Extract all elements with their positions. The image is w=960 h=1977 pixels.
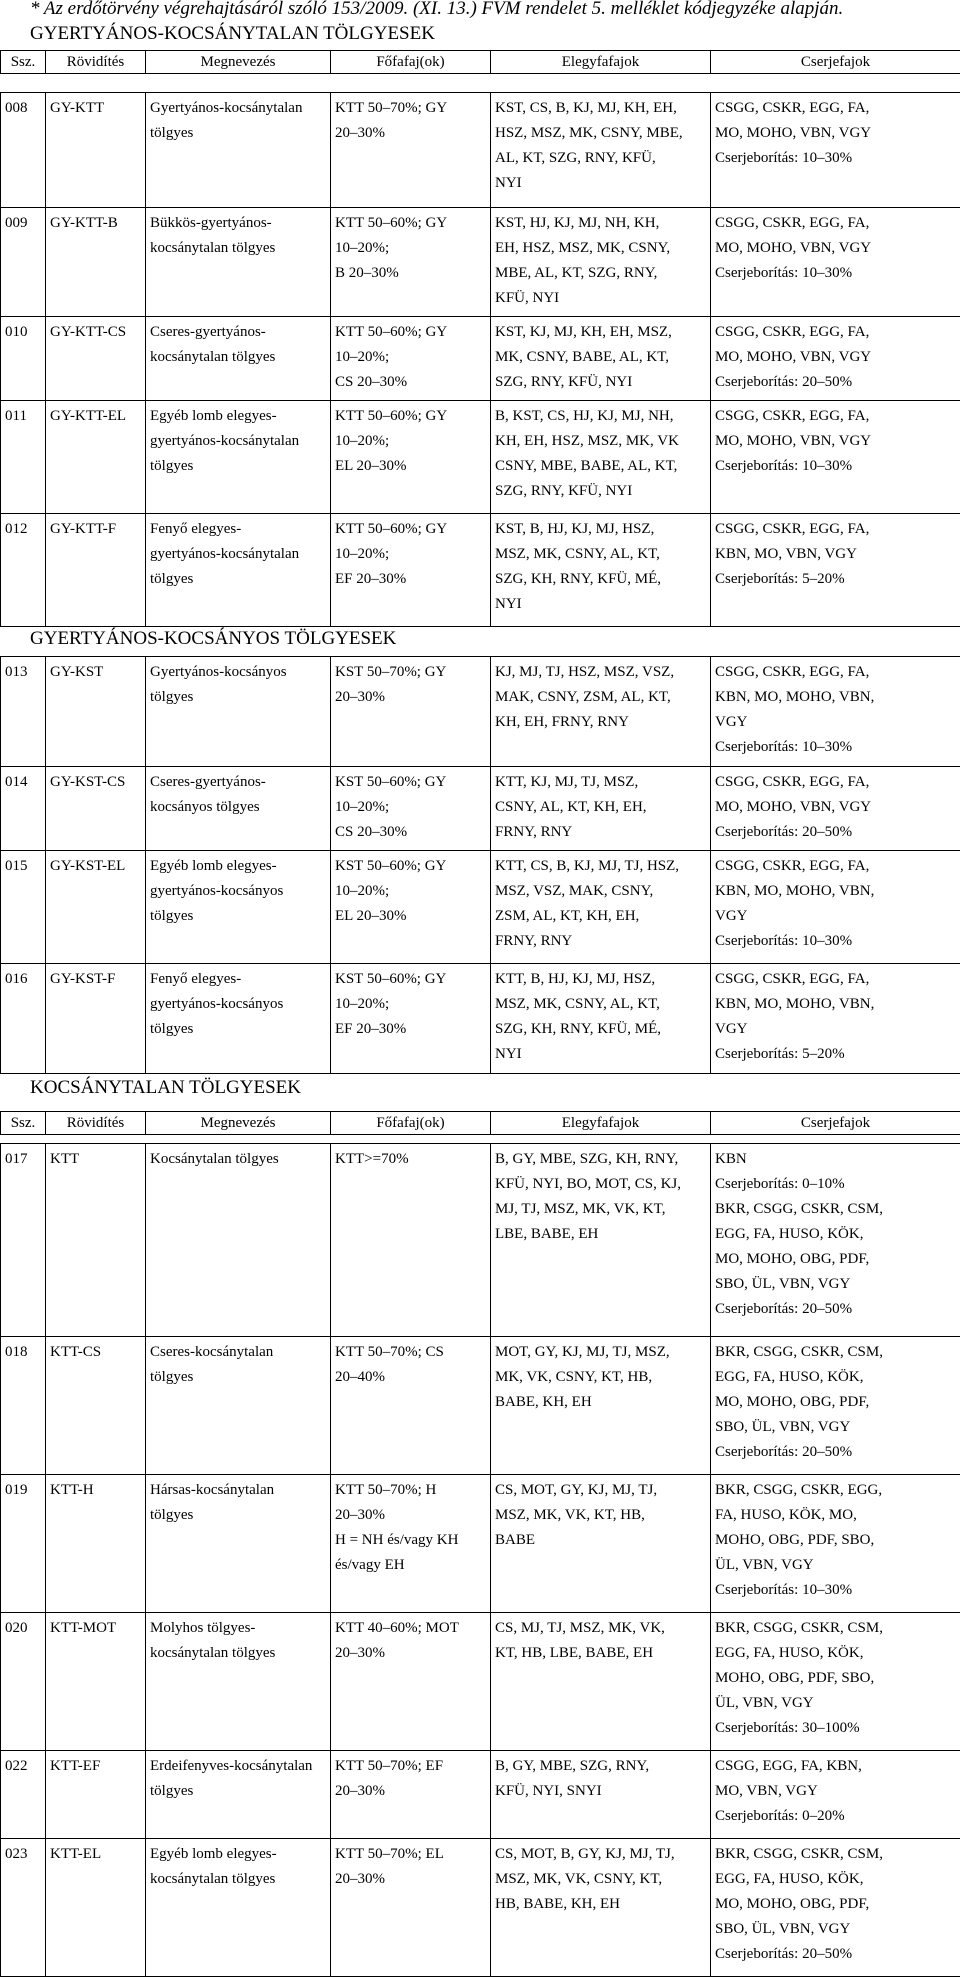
row-megnevezes: Gyertyános-kocsányos tölgyes [146, 657, 331, 767]
header-ssz: Ssz. [1, 1112, 46, 1135]
table-row [1, 401, 960, 514]
row-ssz: 019 [1, 1475, 46, 1613]
row-elegyfafajok: B, GY, MBE, SZG, KH, RNY, KFÜ, NYI, BO, MOT, CS, KJ, MJ, TJ, MSZ, MK, VK, KT, LBE, BABE, EH [491, 1144, 711, 1337]
row-cserjefajok: BKR, CSGG, CSKR, CSM, EGG, FA, HUSO, KÖK, MOHO, OBG, PDF, SBO, ÜL, VBN, VGY Cserjeborítás: 30–100% [711, 1613, 960, 1751]
header-cserjefajok: Cserjefajok [711, 51, 960, 74]
row-fofafaj: KST 50–70%; GY 20–30% [331, 657, 491, 767]
table-row [1, 1613, 960, 1751]
table-header [0, 1111, 960, 1135]
row-fofafaj: KTT 50–70%; EF 20–30% [331, 1751, 491, 1839]
row-rovidites: KTT-CS [46, 1337, 146, 1475]
row-ssz: 008 [1, 93, 46, 208]
row-megnevezes: Erdeifenyves-kocsánytalan tölgyes [146, 1751, 331, 1839]
table-row [1, 964, 960, 1074]
row-elegyfafajok: CS, MJ, TJ, MSZ, MK, VK, KT, HB, LBE, BABE, EH [491, 1613, 711, 1751]
row-megnevezes: Cseres-kocsánytalan tölgyes [146, 1337, 331, 1475]
row-elegyfafajok: KTT, CS, B, KJ, MJ, TJ, HSZ, MSZ, VSZ, MAK, CSNY, ZSM, AL, KT, KH, EH, FRNY, RNY [491, 851, 711, 964]
row-megnevezes: Egyéb lomb elegyes- kocsánytalan tölgyes [146, 1839, 331, 1977]
row-fofafaj: KST 50–60%; GY 10–20%; EL 20–30% [331, 851, 491, 964]
row-rovidites: GY-KST-F [46, 964, 146, 1074]
row-megnevezes: Cseres-gyertyános- kocsánytalan tölgyes [146, 317, 331, 401]
row-megnevezes: Hársas-kocsánytalan tölgyes [146, 1475, 331, 1613]
row-megnevezes: Fenyő elegyes- gyertyános-kocsányos tölgyes [146, 964, 331, 1074]
row-fofafaj: KTT 40–60%; MOT 20–30% [331, 1613, 491, 1751]
row-elegyfafajok: KST, KJ, MJ, KH, EH, MSZ, MK, CSNY, BABE, AL, KT, SZG, RNY, KFÜ, NYI [491, 317, 711, 401]
row-rovidites: GY-KTT-CS [46, 317, 146, 401]
section-title: KOCSÁNYTALAN TÖLGYESEK [30, 1076, 301, 1100]
header-cserjefajok: Cserjefajok [711, 1112, 960, 1135]
table-row [1, 1475, 960, 1613]
row-fofafaj: KTT 50–60%; GY 10–20%; EF 20–30% [331, 514, 491, 627]
row-fofafaj: KTT 50–70%; GY 20–30% [331, 93, 491, 208]
row-rovidites: GY-KTT-B [46, 208, 146, 317]
table-row [1, 1144, 960, 1337]
header-elegyfafajok: Elegyfafajok [491, 51, 711, 74]
row-megnevezes: Gyertyános-kocsánytalan tölgyes [146, 93, 331, 208]
row-ssz: 022 [1, 1751, 46, 1839]
row-ssz: 011 [1, 401, 46, 514]
row-cserjefajok: CSGG, CSKR, EGG, FA, MO, MOHO, VBN, VGY Cserjeborítás: 10–30% [711, 208, 960, 317]
section-table [0, 656, 960, 1074]
row-cserjefajok: CSGG, CSKR, EGG, FA, MO, MOHO, VBN, VGY Cserjeborítás: 10–30% [711, 401, 960, 514]
row-megnevezes: Egyéb lomb elegyes- gyertyános-kocsányos tölgyes [146, 851, 331, 964]
row-elegyfafajok: KST, CS, B, KJ, MJ, KH, EH, HSZ, MSZ, MK, CSNY, MBE, AL, KT, SZG, RNY, KFÜ, NYI [491, 93, 711, 208]
row-elegyfafajok: CS, MOT, B, GY, KJ, MJ, TJ, MSZ, MK, VK, CSNY, KT, HB, BABE, KH, EH [491, 1839, 711, 1977]
table-row [1, 208, 960, 317]
section-title: GYERTYÁNOS-KOCSÁNYOS TÖLGYESEK [30, 627, 396, 651]
row-ssz: 009 [1, 208, 46, 317]
row-elegyfafajok: KST, HJ, KJ, MJ, NH, KH, EH, HSZ, MSZ, MK, CSNY, MBE, AL, KT, SZG, RNY, KFÜ, NYI [491, 208, 711, 317]
row-elegyfafajok: B, KST, CS, HJ, KJ, MJ, NH, KH, EH, HSZ, MSZ, MK, VK CSNY, MBE, BABE, AL, KT, SZG, RNY, KFÜ, NYI [491, 401, 711, 514]
row-megnevezes: Kocsánytalan tölgyes [146, 1144, 331, 1337]
row-fofafaj: KTT 50–70%; CS 20–40% [331, 1337, 491, 1475]
row-cserjefajok: CSGG, CSKR, EGG, FA, MO, MOHO, VBN, VGY Cserjeborítás: 10–30% [711, 93, 960, 208]
row-cserjefajok: CSGG, CSKR, EGG, FA, MO, MOHO, VBN, VGY Cserjeborítás: 20–50% [711, 767, 960, 851]
row-rovidites: GY-KTT-F [46, 514, 146, 627]
row-ssz: 013 [1, 657, 46, 767]
row-rovidites: KTT-EL [46, 1839, 146, 1977]
row-fofafaj: KTT 50–70%; EL 20–30% [331, 1839, 491, 1977]
footnote: * Az erdőtörvény végrehajtásáról szóló 153/2009. (XI. 13.) FVM rendelet 5. melléklet kódjegyzéke alapján. [30, 0, 843, 21]
row-ssz: 015 [1, 851, 46, 964]
table-row [1, 1337, 960, 1475]
row-rovidites: GY-KST-CS [46, 767, 146, 851]
row-fofafaj: KTT 50–60%; GY 10–20%; EL 20–30% [331, 401, 491, 514]
header-fofafaj: Főfafaj(ok) [331, 1112, 491, 1135]
row-rovidites: KTT-H [46, 1475, 146, 1613]
row-megnevezes: Molyhos tölgyes- kocsánytalan tölgyes [146, 1613, 331, 1751]
row-fofafaj: KTT>=70% [331, 1144, 491, 1337]
header-elegyfafajok: Elegyfafajok [491, 1112, 711, 1135]
row-cserjefajok: CSGG, CSKR, EGG, FA, KBN, MO, VBN, VGY Cserjeborítás: 5–20% [711, 514, 960, 627]
table-row [1, 657, 960, 767]
header-fofafaj: Főfafaj(ok) [331, 51, 491, 74]
header-rovidites: Rövidítés [46, 1112, 146, 1135]
row-ssz: 017 [1, 1144, 46, 1337]
header-rovidites: Rövidítés [46, 51, 146, 74]
row-cserjefajok: KBN Cserjeborítás: 0–10% BKR, CSGG, CSKR, CSM, EGG, FA, HUSO, KÖK, MO, MOHO, OBG, PDF, SBO, ÜL, VBN, VGY Cserjeborítás: 20–50% [711, 1144, 960, 1337]
row-ssz: 014 [1, 767, 46, 851]
table-row [1, 93, 960, 208]
row-cserjefajok: BKR, CSGG, CSKR, EGG, FA, HUSO, KÖK, MO, MOHO, OBG, PDF, SBO, ÜL, VBN, VGY Cserjeborítás: 10–30% [711, 1475, 960, 1613]
section-table [0, 92, 960, 627]
row-ssz: 023 [1, 1839, 46, 1977]
row-cserjefajok: CSGG, CSKR, EGG, FA, KBN, MO, MOHO, VBN, VGY Cserjeborítás: 10–30% [711, 851, 960, 964]
row-elegyfafajok: KST, B, HJ, KJ, MJ, HSZ, MSZ, MK, CSNY, AL, KT, SZG, KH, RNY, KFÜ, MÉ, NYI [491, 514, 711, 627]
header-ssz: Ssz. [1, 51, 46, 74]
row-rovidites: GY-KTT-EL [46, 401, 146, 514]
row-elegyfafajok: KJ, MJ, TJ, HSZ, MSZ, VSZ, MAK, CSNY, ZSM, AL, KT, KH, EH, FRNY, RNY [491, 657, 711, 767]
row-elegyfafajok: KTT, KJ, MJ, TJ, MSZ, CSNY, AL, KT, KH, EH, FRNY, RNY [491, 767, 711, 851]
row-fofafaj: KTT 50–60%; GY 10–20%; B 20–30% [331, 208, 491, 317]
row-elegyfafajok: MOT, GY, KJ, MJ, TJ, MSZ, MK, VK, CSNY, KT, HB, BABE, KH, EH [491, 1337, 711, 1475]
row-fofafaj: KST 50–60%; GY 10–20%; CS 20–30% [331, 767, 491, 851]
row-rovidites: KTT-MOT [46, 1613, 146, 1751]
table-row [1, 514, 960, 627]
row-cserjefajok: CSGG, CSKR, EGG, FA, MO, MOHO, VBN, VGY Cserjeborítás: 20–50% [711, 317, 960, 401]
row-rovidites: GY-KST [46, 657, 146, 767]
row-rovidites: GY-KTT [46, 93, 146, 208]
row-fofafaj: KST 50–60%; GY 10–20%; EF 20–30% [331, 964, 491, 1074]
row-ssz: 012 [1, 514, 46, 627]
row-elegyfafajok: CS, MOT, GY, KJ, MJ, TJ, MSZ, MK, VK, KT, HB, BABE [491, 1475, 711, 1613]
row-cserjefajok: CSGG, CSKR, EGG, FA, KBN, MO, MOHO, VBN, VGY Cserjeborítás: 5–20% [711, 964, 960, 1074]
header-megnevezes: Megnevezés [146, 51, 331, 74]
row-ssz: 020 [1, 1613, 46, 1751]
row-rovidites: KTT [46, 1144, 146, 1337]
row-elegyfafajok: KTT, B, HJ, KJ, MJ, HSZ, MSZ, MK, CSNY, AL, KT, SZG, KH, RNY, KFÜ, MÉ, NYI [491, 964, 711, 1074]
row-cserjefajok: BKR, CSGG, CSKR, CSM, EGG, FA, HUSO, KÖK, MO, MOHO, OBG, PDF, SBO, ÜL, VBN, VGY Cserjeborítás: 20–50% [711, 1337, 960, 1475]
table-header [0, 50, 960, 74]
table-row [1, 1839, 960, 1977]
row-cserjefajok: CSGG, EGG, FA, KBN, MO, VBN, VGY Cserjeborítás: 0–20% [711, 1751, 960, 1839]
row-ssz: 016 [1, 964, 46, 1074]
row-ssz: 010 [1, 317, 46, 401]
table-row [1, 851, 960, 964]
header-megnevezes: Megnevezés [146, 1112, 331, 1135]
section-title: GYERTYÁNOS-KOCSÁNYTALAN TÖLGYESEK [30, 22, 435, 46]
section-table [0, 1143, 960, 1977]
row-fofafaj: KTT 50–70%; H 20–30% H = NH és/vagy KH és/vagy EH [331, 1475, 491, 1613]
row-rovidites: KTT-EF [46, 1751, 146, 1839]
row-elegyfafajok: B, GY, MBE, SZG, RNY, KFÜ, NYI, SNYI [491, 1751, 711, 1839]
row-rovidites: GY-KST-EL [46, 851, 146, 964]
table-row [1, 767, 960, 851]
row-megnevezes: Egyéb lomb elegyes- gyertyános-kocsánytalan tölgyes [146, 401, 331, 514]
table-row [1, 317, 960, 401]
row-megnevezes: Bükkös-gyertyános- kocsánytalan tölgyes [146, 208, 331, 317]
row-cserjefajok: BKR, CSGG, CSKR, CSM, EGG, FA, HUSO, KÖK, MO, MOHO, OBG, PDF, SBO, ÜL, VBN, VGY Cserjeborítás: 20–50% [711, 1839, 960, 1977]
row-megnevezes: Fenyő elegyes- gyertyános-kocsánytalan tölgyes [146, 514, 331, 627]
row-ssz: 018 [1, 1337, 46, 1475]
row-megnevezes: Cseres-gyertyános- kocsányos tölgyes [146, 767, 331, 851]
row-cserjefajok: CSGG, CSKR, EGG, FA, KBN, MO, MOHO, VBN, VGY Cserjeborítás: 10–30% [711, 657, 960, 767]
row-fofafaj: KTT 50–60%; GY 10–20%; CS 20–30% [331, 317, 491, 401]
table-row [1, 1751, 960, 1839]
